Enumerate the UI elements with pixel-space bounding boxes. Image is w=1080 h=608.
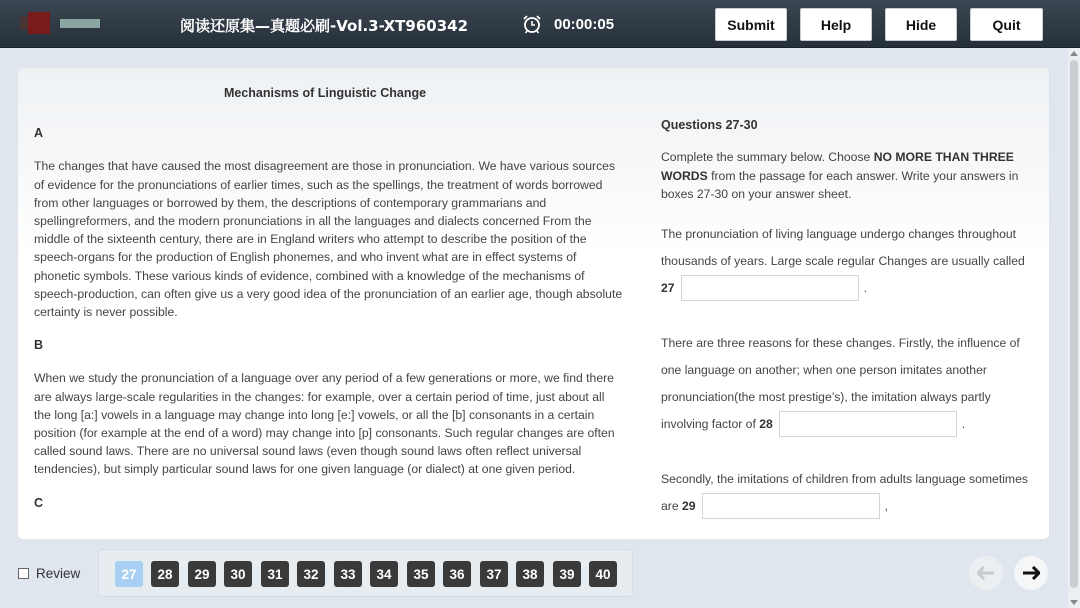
question-button-32[interactable]: 32 <box>297 561 325 587</box>
question-button-27[interactable]: 27 <box>115 561 143 587</box>
submit-button[interactable]: Submit <box>715 8 787 41</box>
help-button[interactable]: Help <box>800 8 872 41</box>
question-number-28: 28 <box>759 416 773 431</box>
next-button[interactable] <box>1014 556 1048 590</box>
answer-input-28[interactable] <box>779 411 957 437</box>
question-button-40[interactable]: 40 <box>589 561 617 587</box>
top-bar <box>0 0 1080 48</box>
exam-title: 阅读还原集—真题必刷-Vol.3-XT960342 <box>180 17 469 35</box>
reading-passage[interactable] <box>34 84 624 527</box>
page-scrollbar[interactable] <box>1068 48 1080 608</box>
question-button-36[interactable]: 36 <box>443 561 471 587</box>
review-toggle[interactable] <box>18 566 80 581</box>
section-label-a: A <box>34 126 44 141</box>
question-button-37[interactable]: 37 <box>480 561 508 587</box>
timer-value: 00:00:05 <box>554 15 615 33</box>
question-button-34[interactable]: 34 <box>370 561 398 587</box>
passage-title: Mechanisms of Linguistic Change <box>223 86 427 100</box>
previous-button[interactable] <box>969 556 1003 590</box>
hide-button[interactable]: Hide <box>885 8 957 41</box>
question-button-28[interactable]: 28 <box>151 561 179 587</box>
question-navigator <box>98 549 633 597</box>
answer-input-27[interactable] <box>681 275 859 301</box>
scroll-down-icon[interactable] <box>1070 600 1078 605</box>
question-button-39[interactable]: 39 <box>553 561 581 587</box>
questions-panel[interactable] <box>661 118 1041 520</box>
arrow-left-icon <box>977 566 995 580</box>
question-button-33[interactable]: 33 <box>334 561 362 587</box>
questions-instructions: Complete the summary below. Choose NO MORE THAN THREE WORDS from the passage for each answer. Write your answers in boxes 27-30 on your answer sheet. <box>661 150 1019 201</box>
section-label-c: C <box>34 495 44 510</box>
question-button-35[interactable]: 35 <box>407 561 435 587</box>
summary-paragraph-1: The pronunciation of living language undergo changes throughout thousands of years. Large scale regular Changes are usually called 27 . <box>661 221 1041 302</box>
question-number-27: 27 <box>661 280 675 295</box>
section-text-a: The changes that have caused the most disagreement are those in pronunciation. We have various sources of evidence for the pronunciations of earlier times, such as the spellings, the treatment of words borrowed from other languages or borrowed by them, the descriptions of contemporary grammarians and spellingreformers, and the modern pronunciations in all the languages and dialects concerned From the middle of the sixteenth century, there are in England writers who attempt to describe the position of the speech-organs for the production of English phonemes, and who invent what are in effect systems of phonetic symbols. These various kinds of evidence, combined with a knowledge of the mechanisms of speech-production, can often give us a very good idea of the pronunciation of an earlier age, though absolute certainty is never possible. <box>34 159 623 320</box>
question-number-29: 29 <box>682 498 696 513</box>
brand-logo <box>18 10 118 36</box>
section-text-b: When we study the pronunciation of a language over any period of a few generations or more, we find there are always large-scale regularities in the changes: for example, over a certain period of time, just about all the long [a:] vowels in a language may change into long [e:] vowels, or all the [b] consonants in a certain position (for example at the end of a word) may change into [p] consonants. Such regular changes are often called sound laws. There are no universal sound laws (even though sound laws often reflect universal tendencies), but simply particular sound laws for one given language (or dialect) at one given period. <box>34 371 615 477</box>
questions-heading: Questions 27-30 <box>661 118 758 132</box>
timer <box>522 13 614 35</box>
review-label: Review <box>36 566 81 581</box>
scroll-up-icon[interactable] <box>1070 51 1078 56</box>
answer-input-29[interactable] <box>702 493 880 519</box>
alarm-clock-icon <box>522 14 542 34</box>
content-panel <box>17 67 1050 540</box>
summary-paragraph-3: Secondly, the imitations of children from adults language sometimes are 29 , <box>661 466 1041 520</box>
question-button-38[interactable]: 38 <box>516 561 544 587</box>
summary-paragraph-2: There are three reasons for these changes. Firstly, the influence of one language on another; when one person imitates another pronunciation(the most prestige’s), the imitation always partly involving factor of 28 . <box>661 330 1041 438</box>
quit-button[interactable]: Quit <box>970 8 1043 41</box>
arrow-right-icon <box>1022 566 1040 580</box>
question-button-29[interactable]: 29 <box>188 561 216 587</box>
question-button-31[interactable]: 31 <box>261 561 289 587</box>
section-label-b: B <box>34 338 44 353</box>
review-checkbox[interactable] <box>18 568 29 579</box>
question-button-30[interactable]: 30 <box>224 561 252 587</box>
scroll-thumb[interactable] <box>1070 60 1078 588</box>
